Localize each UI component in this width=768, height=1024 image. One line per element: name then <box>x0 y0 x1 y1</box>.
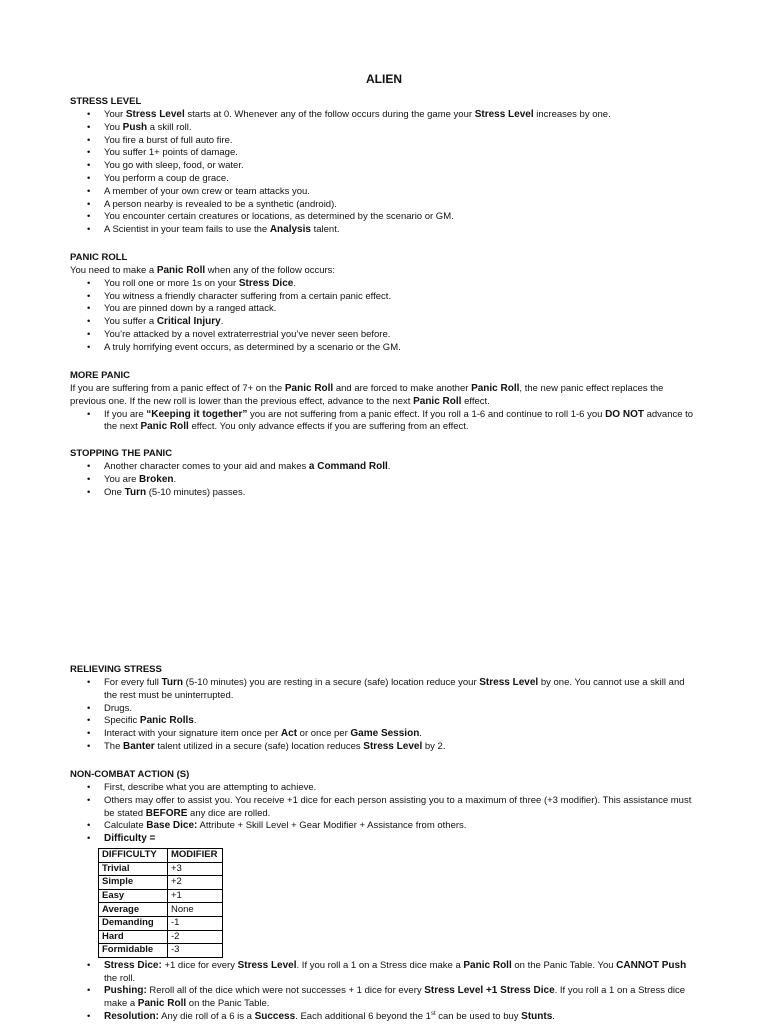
more-panic-section <box>70 370 700 434</box>
text-run: effect. <box>461 395 490 407</box>
superscript: st <box>430 1010 436 1017</box>
bold-term: Panic Roll <box>413 395 462 407</box>
text-run: If you are <box>104 408 147 420</box>
text-run: You need to make a <box>70 265 157 276</box>
list-item <box>70 278 700 291</box>
text-run: . Each additional 6 beyond the 1 <box>295 1010 431 1022</box>
relieving-stress-heading: RELIEVING STRESS <box>70 664 162 675</box>
panic-roll-list <box>70 278 700 355</box>
text-run: . If you roll a 1 on a Stress dice make a <box>296 959 464 971</box>
bold-term: Stress Dice <box>238 277 294 289</box>
list-item <box>70 173 700 186</box>
table-cell: -3 <box>168 944 223 958</box>
stopping-panic-section <box>70 448 700 499</box>
list-item <box>70 741 700 754</box>
bold-term: Game Session <box>350 728 420 740</box>
table-row <box>99 862 223 876</box>
stress-level-heading: STRESS LEVEL <box>70 96 142 107</box>
table-row <box>99 916 223 930</box>
text-run: . <box>387 461 391 472</box>
list-item <box>70 703 700 716</box>
text-run: on the Panic Table. <box>186 998 270 1010</box>
text-run: Any die roll of a 6 is a <box>159 1010 255 1022</box>
document-title: ALIEN <box>366 72 402 86</box>
non-combat-section <box>70 769 700 1024</box>
table-header-cell: DIFFICULTY <box>99 848 168 862</box>
table-cell: Average <box>99 903 168 917</box>
text-run: You perform a coup de grace. <box>104 172 229 184</box>
bold-term: Resolution: <box>104 1010 159 1022</box>
text-run: A person nearby is revealed to be a synthetic (android). <box>104 198 337 210</box>
list-item <box>70 461 700 474</box>
text-run: talent utilized in a secure (safe) location reduces <box>154 740 364 752</box>
bold-term: Stress Level <box>237 959 297 971</box>
list-item <box>70 316 700 329</box>
text-run: effect. You only advance effects if you are suffering from an effect. <box>188 421 469 433</box>
text-run: You are pinned down by a ranged attack. <box>104 303 277 315</box>
non-combat-list-continued <box>70 960 700 1024</box>
text-run: You witness a friendly character suffering from a certain panic effect. <box>104 290 392 302</box>
list-item <box>70 474 700 487</box>
text-run: and are forced to make another <box>333 383 472 394</box>
list-item <box>70 487 700 500</box>
text-run: Your <box>104 109 126 120</box>
text-run: (5-10 minutes) you are resting in a secure (safe) location reduce your <box>183 677 480 688</box>
table-cell: -1 <box>168 916 223 930</box>
list-item <box>70 303 700 316</box>
list-item <box>70 122 700 135</box>
text-run: when any of the follow occurs: <box>205 265 336 276</box>
table-header-cell: MODIFIER <box>168 848 223 862</box>
bold-term: Broken <box>139 473 174 485</box>
table-cell: Hard <box>99 930 168 944</box>
text-run: you are not suffering from a panic effect. If you roll a 1-6 and continue to roll 1-6 you <box>247 408 606 420</box>
more-panic-heading: MORE PANIC <box>70 370 130 381</box>
bold-term: Stress Level <box>363 740 423 752</box>
panic-roll-intro <box>70 265 700 278</box>
bold-term: a Command Roll <box>308 461 388 472</box>
text-run: increases by one. <box>533 109 611 120</box>
panic-roll-heading: PANIC ROLL <box>70 252 128 263</box>
text-run: by 2. <box>422 740 446 752</box>
panic-roll-section <box>70 252 700 355</box>
bold-term: Panic Roll <box>284 383 334 394</box>
text-run: . <box>419 728 422 740</box>
text-run: . <box>552 1010 555 1022</box>
bold-term: Base Dice: <box>146 820 198 832</box>
text-run: You suffer 1+ points of damage. <box>104 147 238 159</box>
list-item <box>70 329 700 342</box>
bold-term: Panic Roll <box>137 998 187 1010</box>
relieving-stress-list <box>70 677 700 754</box>
more-panic-list <box>70 409 700 435</box>
bold-term: Critical Injury <box>156 316 221 328</box>
list-item <box>70 199 700 212</box>
text-run: advance to the next <box>104 408 694 433</box>
bold-term: Analysis <box>269 224 311 236</box>
more-panic-intro <box>70 383 700 409</box>
list-item <box>70 728 700 741</box>
bold-term: Stress Level <box>474 109 534 120</box>
table-cell: None <box>168 903 223 917</box>
table-cell: -2 <box>168 930 223 944</box>
text-run: starts at 0. Whenever any of the follow occurs during the game your <box>184 109 475 120</box>
text-run: Interact with your signature item once per <box>104 728 281 740</box>
list-item <box>70 820 700 833</box>
stress-level-section <box>70 96 700 237</box>
bold-term: BEFORE <box>145 807 188 819</box>
text-run: on the Panic Table. You <box>511 959 617 971</box>
text-run: You <box>104 121 123 133</box>
text-run: . <box>193 715 197 727</box>
text-run: the roll. <box>104 972 136 984</box>
text-run: A truly horrifying event occurs, as determined by a scenario or the GM. <box>104 341 401 353</box>
text-run: A Scientist in your team fails to use the <box>104 224 270 236</box>
table-header-row <box>99 848 223 862</box>
text-run: Drugs. <box>104 702 132 714</box>
bold-term: Success <box>254 1010 296 1022</box>
non-combat-list <box>70 782 700 846</box>
bold-term: Difficulty = <box>104 833 156 845</box>
text-run: any dice are rolled. <box>187 807 271 819</box>
table-cell: Simple <box>99 876 168 890</box>
text-run: You suffer a <box>104 316 157 328</box>
text-run: can be used to buy <box>435 1010 522 1022</box>
difficulty-table <box>98 848 223 958</box>
text-run: +1 dice for every <box>161 959 238 971</box>
stress-level-list <box>70 109 700 237</box>
table-cell: Demanding <box>99 916 168 930</box>
bold-term: Stunts <box>521 1010 553 1022</box>
text-run: Calculate <box>104 820 147 832</box>
list-item <box>70 795 700 821</box>
bold-term: Stress Level <box>479 677 539 688</box>
list-item <box>70 135 700 148</box>
bold-term: Panic Roll <box>471 383 520 394</box>
list-item <box>70 715 700 728</box>
text-run: . <box>293 277 296 289</box>
table-cell: Easy <box>99 889 168 903</box>
stopping-panic-list <box>70 461 700 499</box>
bold-term: Act <box>280 728 298 740</box>
list-item <box>70 960 700 986</box>
list-item <box>70 291 700 304</box>
text-run: A member of your own crew or team attacks you. <box>104 185 310 197</box>
text-run: You are <box>104 473 140 485</box>
list-item <box>70 782 700 795</box>
text-run: You’re attacked by a novel extraterrestrial you’ve never seen before. <box>104 328 391 340</box>
bold-term: Panic Roll <box>463 959 512 971</box>
table-cell: +1 <box>168 889 223 903</box>
list-item <box>70 211 700 224</box>
bold-term: Banter <box>123 740 155 752</box>
bold-term: Panic Rolls <box>139 715 194 727</box>
text-run: talent. <box>310 224 340 236</box>
table-cell: Formidable <box>99 944 168 958</box>
relieving-stress-section <box>70 664 700 754</box>
non-combat-heading: NON-COMBAT ACTION (S) <box>70 769 190 780</box>
text-run: The <box>104 740 124 752</box>
table-row <box>99 930 223 944</box>
table-row <box>99 903 223 917</box>
text-run: Reroll all of the dice which were not successes + 1 dice for every <box>146 985 425 997</box>
text-run: You encounter certain creatures or locations, as determined by the scenario or GM. <box>104 211 454 223</box>
text-run: . <box>173 473 177 485</box>
list-item <box>70 342 700 355</box>
text-run: For every full <box>104 677 162 688</box>
text-run: . If you roll a 1 on a Stress dice make a <box>104 985 686 1010</box>
list-item <box>70 160 700 173</box>
text-run: You go with sleep, food, or water. <box>104 160 244 172</box>
list-item <box>70 224 700 237</box>
bold-term: Panic Roll <box>140 421 189 433</box>
table-row <box>99 876 223 890</box>
bold-term: DO NOT <box>605 408 644 420</box>
text-run: (5-10 minutes) passes. <box>146 486 246 498</box>
bold-term: Pushing: <box>104 985 147 997</box>
list-item <box>70 186 700 199</box>
text-run: . <box>220 316 224 328</box>
table-cell: +2 <box>168 876 223 890</box>
text-run: , the new panic effect replaces the previous one. If the new roll is lower than the previous effect, advance to the next <box>70 383 664 407</box>
text-run: You roll one or more 1s on your <box>104 277 239 289</box>
list-item <box>70 985 700 1011</box>
bold-term: Turn <box>161 677 184 688</box>
bold-term: Stress Level <box>125 109 185 120</box>
table-cell: +3 <box>168 862 223 876</box>
bold-term: CANNOT Push <box>616 959 687 971</box>
list-item <box>70 677 700 703</box>
text-run: Attribute + Skill Level + Gear Modifier + Assistance from others. <box>197 820 467 832</box>
text-run: a skill roll. <box>147 121 192 133</box>
table-cell: Trivial <box>99 862 168 876</box>
list-item <box>70 147 700 160</box>
list-item <box>70 409 700 435</box>
text-run: If you are suffering from a panic effect of 7+ on the <box>70 383 285 394</box>
list-item <box>70 1011 700 1024</box>
text-run: One <box>104 486 125 498</box>
stopping-panic-heading: STOPPING THE PANIC <box>70 448 173 459</box>
bold-term: Stress Level +1 Stress Dice <box>424 985 555 997</box>
text-run: or once per <box>297 728 351 740</box>
bold-term: Turn <box>124 486 147 498</box>
bold-term: Panic Roll <box>156 265 206 276</box>
text-run: First, describe what you are attempting to achieve. <box>104 782 317 793</box>
text-run: Another character comes to your aid and makes <box>104 461 309 472</box>
bold-term: “Keeping it together” <box>146 408 248 420</box>
list-item <box>70 833 700 846</box>
text-run: by one. You cannot use a skill and the rest must be uninterrupted. <box>104 677 685 701</box>
table-row <box>99 944 223 958</box>
list-item <box>70 109 700 122</box>
table-row <box>99 889 223 903</box>
bold-term: Push <box>122 121 148 133</box>
text-run: You fire a burst of full auto fire. <box>104 134 233 146</box>
bold-term: Stress Dice: <box>104 959 162 971</box>
text-run: Specific <box>104 715 140 727</box>
text-run: Others may offer to assist you. You receive +1 dice for each person assisting you to a maximum of three (+3 modifier). This assistance must be stated <box>104 794 692 819</box>
